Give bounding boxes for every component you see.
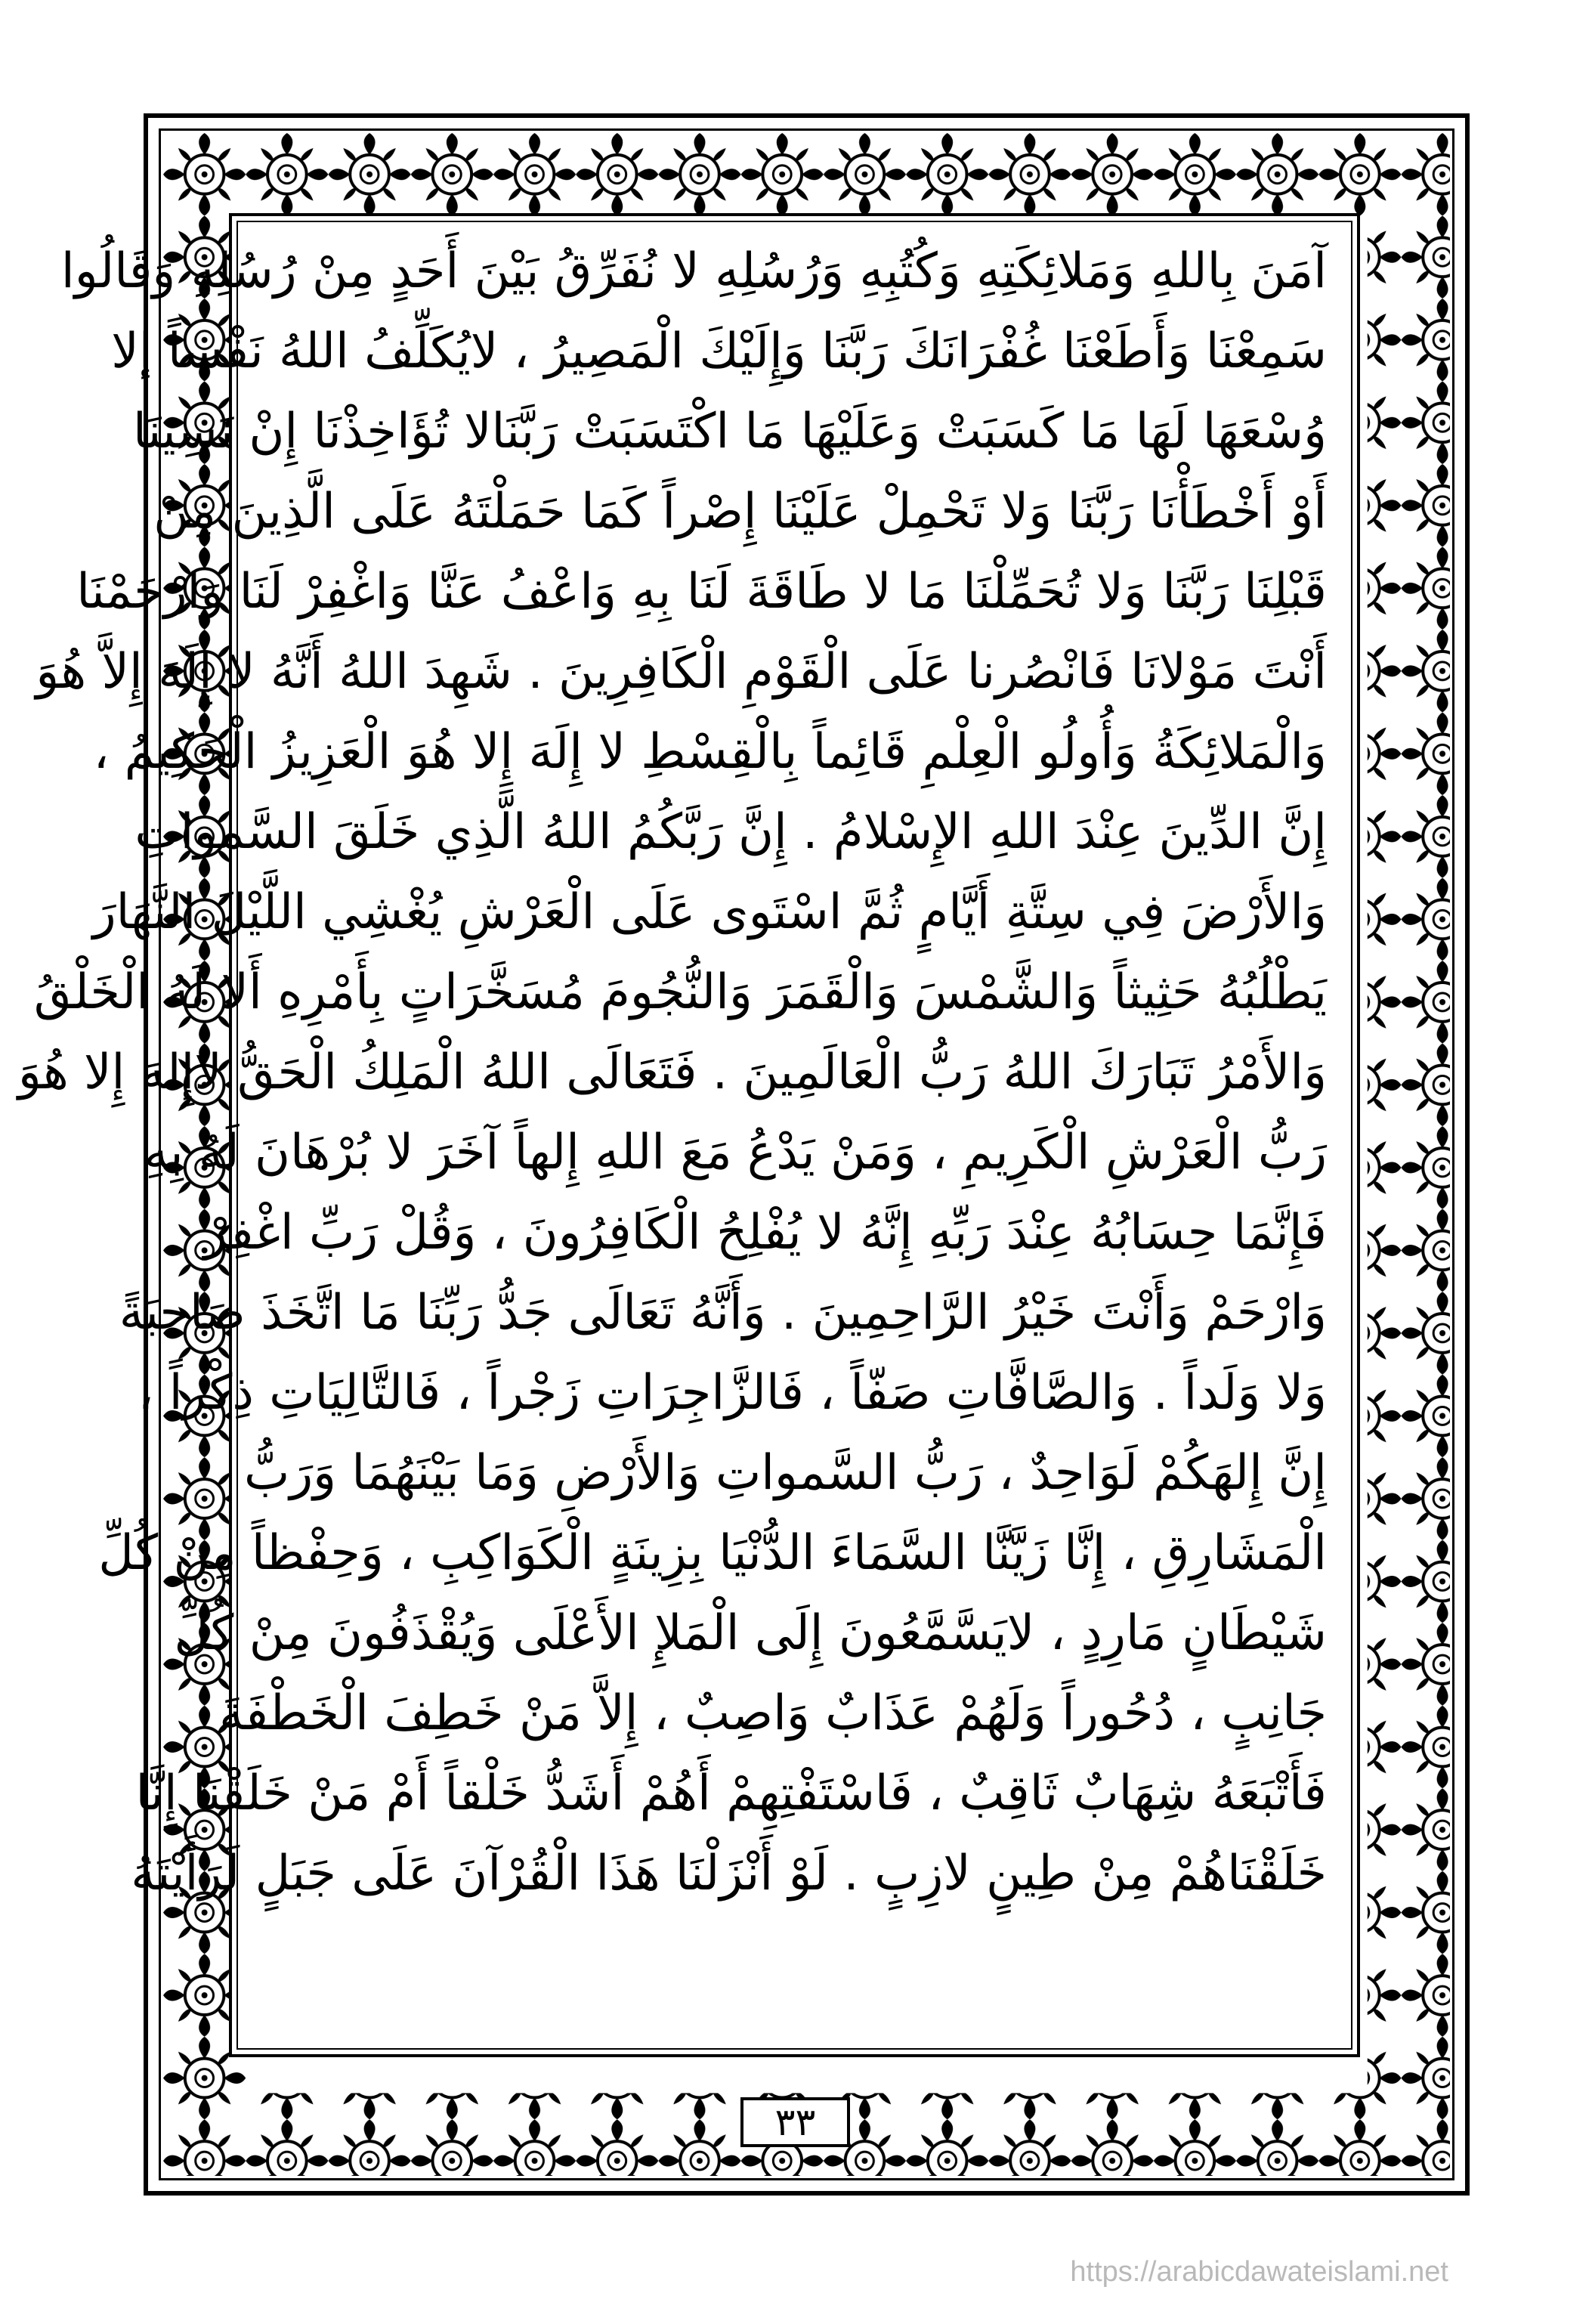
text-line: الْمَشَارِقِ ، إِنَّا زَيَّنَّا السَّمَاءَ الدُّنْيَا بِزِينَةٍ الْكَوَاكِبِ ، وَحِفْظاً مِنْ كُلِّ bbox=[98, 1525, 1327, 1581]
text-line: آمَنَ بِاللهِ وَمَلائِكَتِهِ وَكُتُبِهِ وَرُسُلِهِ لا نُفَرِّقُ بَيْنَ أَحَدٍ مِنْ رُسُلِهِ وَقَالُوا bbox=[60, 243, 1327, 299]
text-line: أَوْ أَخْطَأْنَا رَبَّنَا وَلا تَحْمِلْ عَلَيْنَا إِصْراً كَمَا حَمَلْتَهُ عَلَى الَّذِينَ مِنْ bbox=[153, 484, 1327, 540]
text-line: شَيْطَانٍ مَارِدٍ ، لايَسَّمَّعُونَ إِلَى الْمَلإِ الأَعْلَى وَيُقْذَفُونَ مِنْ كُلِّ bbox=[174, 1605, 1327, 1661]
text-line: سَمِعْنَا وَأَطَعْنَا غُفْرَانَكَ رَبَّنَا وَإِلَيْكَ الْمَصِيرُ ، لايُكَلِّفُ اللهُ نَفْساً إلا bbox=[111, 323, 1327, 379]
text-line: وَارْحَمْ وَأَنْتَ خَيْرُ الرَّاحِمِينَ . وَأَنَّهُ تَعَالَى جَدُّ رَبِّنَا مَا اتَّخَذَ صَاحِبَةً bbox=[119, 1285, 1327, 1341]
text-line: وَالأَرْضَ فِي سِتَّةِ أَيَّامٍ ثُمَّ اسْتَوى عَلَى الْعَرْشِ يُغْشِي اللَّيْلَ النَّهَارَ bbox=[92, 884, 1327, 940]
text-line: فَأَتْبَعَهُ شِهَابٌ ثَاقِبٌ ، فَاسْتَفْتِهِمْ أَهُمْ أَشَدُّ خَلْقاً أَمْ مَنْ خَلَقْنَا إِنَّا bbox=[135, 1765, 1327, 1821]
text-line: وُسْعَهَا لَهَا مَا كَسَبَتْ وَعَلَيْهَا مَا اكْتَسَبَتْ رَبَّنَالا تُؤَاخِذْنَا إِنْ نَسِينَا bbox=[133, 404, 1327, 460]
text-line: خَلَقْنَاهُمْ مِنْ طِينٍ لازِبٍ . لَوْ أَنْزَلْنَا هَذَا الْقُرْآنَ عَلَى جَبَلٍ لَرَأَيْتَهُ bbox=[131, 1846, 1327, 1902]
verse-text-panel bbox=[17, 213, 1360, 2057]
text-line: إِنَّ الدِّينَ عِنْدَ اللهِ الإِسْلامُ . إِنَّ رَبَّكُمُ اللهُ الَّذِي خَلَقَ السَّمواتِ bbox=[134, 804, 1327, 860]
arabic-body-text bbox=[17, 231, 1327, 2039]
text-line: يَطْلُبُهُ حَثِيثاً وَالشَّمْسَ وَالْقَمَرَ وَالنُّجُومَ مُسَخَّرَاتٍ بِأَمْرِهِ أَلا لَهُ الْخَلْقُ bbox=[33, 964, 1327, 1020]
text-line: رَبُّ الْعَرْشِ الْكَرِيمِ ، وَمَنْ يَدْعُ مَعَ اللهِ إِلهاً آخَرَ لا بُرْهَانَ لَهُ بِهِ bbox=[144, 1125, 1327, 1181]
text-line: وَالأَمْرُ تَبَارَكَ اللهُ رَبُّ الْعَالَمِينَ . فَتَعَالَى اللهُ الْمَلِكُ الْحَقُّ لاإِلهَ إِلا هُوَ bbox=[17, 1044, 1327, 1100]
text-line: وَلا وَلَداً . وَالصَّافَّاتِ صَفّاً ، فَالزَّاجِرَاتِ زَجْراً ، فَالتَّالِيَاتِ ذِكْراً ، bbox=[138, 1365, 1327, 1421]
text-line: إِنَّ إِلهَكُمْ لَوَاحِدٌ ، رَبُّ السَّمواتِ وَالأَرْضِ وَمَا بَيْنَهُمَا وَرَبُّ bbox=[243, 1445, 1327, 1501]
page-number: ٣٣ bbox=[740, 2097, 850, 2147]
text-line: جَانِبٍ ، دُحُوراً وَلَهُمْ عَذَابٌ وَاصِبٌ ، إِلاَّ مَنْ خَطِفَ الْخَطْفَةَ bbox=[219, 1685, 1327, 1741]
text-line: قَبْلِنَا رَبَّنَا وَلا تُحَمِّلْنَا مَا لا طَاقَةَ لَنَا بِهِ وَاعْفُ عَنَّا وَاغْفِرْ لَنَا وَارْحَمْنَا bbox=[76, 564, 1327, 620]
text-line: وَالْمَلائِكَةُ وَأُولُو الْعِلْمِ قَائِماً بِالْقِسْطِ لا إِلَهَ إِلا هُوَ الْعَزِيزُ الْحَكِيمُ ، bbox=[93, 724, 1327, 780]
text-line: أَنْتَ مَوْلانَا فَانْصُرنا عَلَى الْقَوْمِ الْكَافِرِينَ . شَهِدَ اللهُ أَنَّهُ لا إِلَهَ إِلاَّ هُوَ bbox=[36, 644, 1327, 700]
text-line: فَإِنَّمَا حِسَابُهُ عِنْدَ رَبِّهِ إِنَّهُ لا يُفْلِحُ الْكَافِرُونَ ، وَقُلْ رَبِّ اغْفِرْ bbox=[203, 1205, 1327, 1261]
source-watermark: https://arabicdawateislami.net bbox=[1070, 2256, 1448, 2288]
